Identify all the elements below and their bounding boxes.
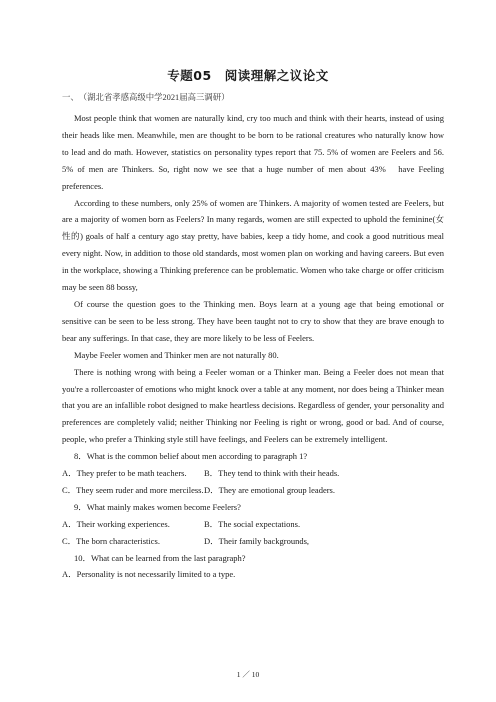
paragraph: There is nothing wrong with being a Feeler woman or a Thinker man. Being a Feeler does not mean that you're a rollercoaster of emotions who might knock over a table at any moment, nor does being a Thinker mean that you are an infallible robot designed to make heartless decisions. Regardless of gender, your personality and preferences are completely valid; neither Thinking nor Feeling is right or wrong, good or bad. And of course, people, who prefer a Thinking style still have feelings, and Feelers can be extremely intelligent. [62, 366, 444, 445]
section-heading: 一、 （湖北省孝感高级中学2021届高三调研） [62, 93, 230, 102]
question-8-options [62, 465, 444, 482]
question-9-options [62, 516, 444, 533]
question-10-options [62, 566, 444, 583]
option: A．Personality is not necessarily limited to a type. [62, 569, 236, 580]
paragraph: Most people think that women are naturally kind, cry too much and think with their hearts, instead of using their heads like men. Meanwhile, men are thought to be born to be rational creatures who naturally know how to lead and do math. However, statistics on personality types report that 75. 5% of women are Feelers and 56. 5% of men are Thinkers. So, right now we see that a huge number of men about 43% have Feeling preferences. [62, 113, 444, 191]
question-9-stem: 9．What mainly makes women become Feelers? [74, 501, 241, 512]
question-9-options [62, 533, 444, 550]
question-8-stem: 8．What is the common belief about men according to paragraph 1? [74, 451, 308, 462]
option: D．They are emotional group leaders. [204, 484, 335, 495]
option: B．They tend to think with their heads. [204, 468, 340, 479]
paragraph: According to these numbers, only 25% of women are Thinkers. A majority of women tested are Feelers, but are a majority of women born as Feelers? In many regards, women are still expected to uphold the feminine(女性的) goals of half a century ago stay pretty, have babies, keep a tidy home, and cook a good nutritious meal every night. Now, in addition to those old standards, most women plan on working and having careers. But even in the workplace, showing a Thinking preference can be problematic. Women who take charge or offer criticism may be seen 88 bossy, [62, 197, 444, 293]
option: C．They seem ruder and more merciless. [62, 484, 204, 495]
option: D．Their family backgrounds, [204, 535, 310, 546]
option: C．The born characteristics. [62, 535, 160, 546]
page-title: 专题05 阅读理解之议论文 [167, 68, 329, 83]
option: B．The social expectations. [204, 518, 301, 529]
page-number: 1 ／ 10 [236, 670, 260, 679]
option: A．Their working experiences. [62, 518, 170, 529]
question-10-stem: 10．What can be learned from the last paragraph? [74, 552, 246, 563]
passage-body [62, 110, 444, 583]
paragraph: Maybe Feeler women and Thinker men are not naturally 80. [74, 349, 279, 360]
option: A．They prefer to be math teachers. [62, 468, 187, 479]
question-8-options [62, 482, 444, 499]
paragraph: Of course the question goes to the Thinking men. Boys learn at a young age that being emotional or sensitive can be seen to be less strong. They have been taught not to cry to show that they are brave enough to bear any sufferings. In that case, they are more likely to be less of Feelers. [62, 298, 444, 343]
